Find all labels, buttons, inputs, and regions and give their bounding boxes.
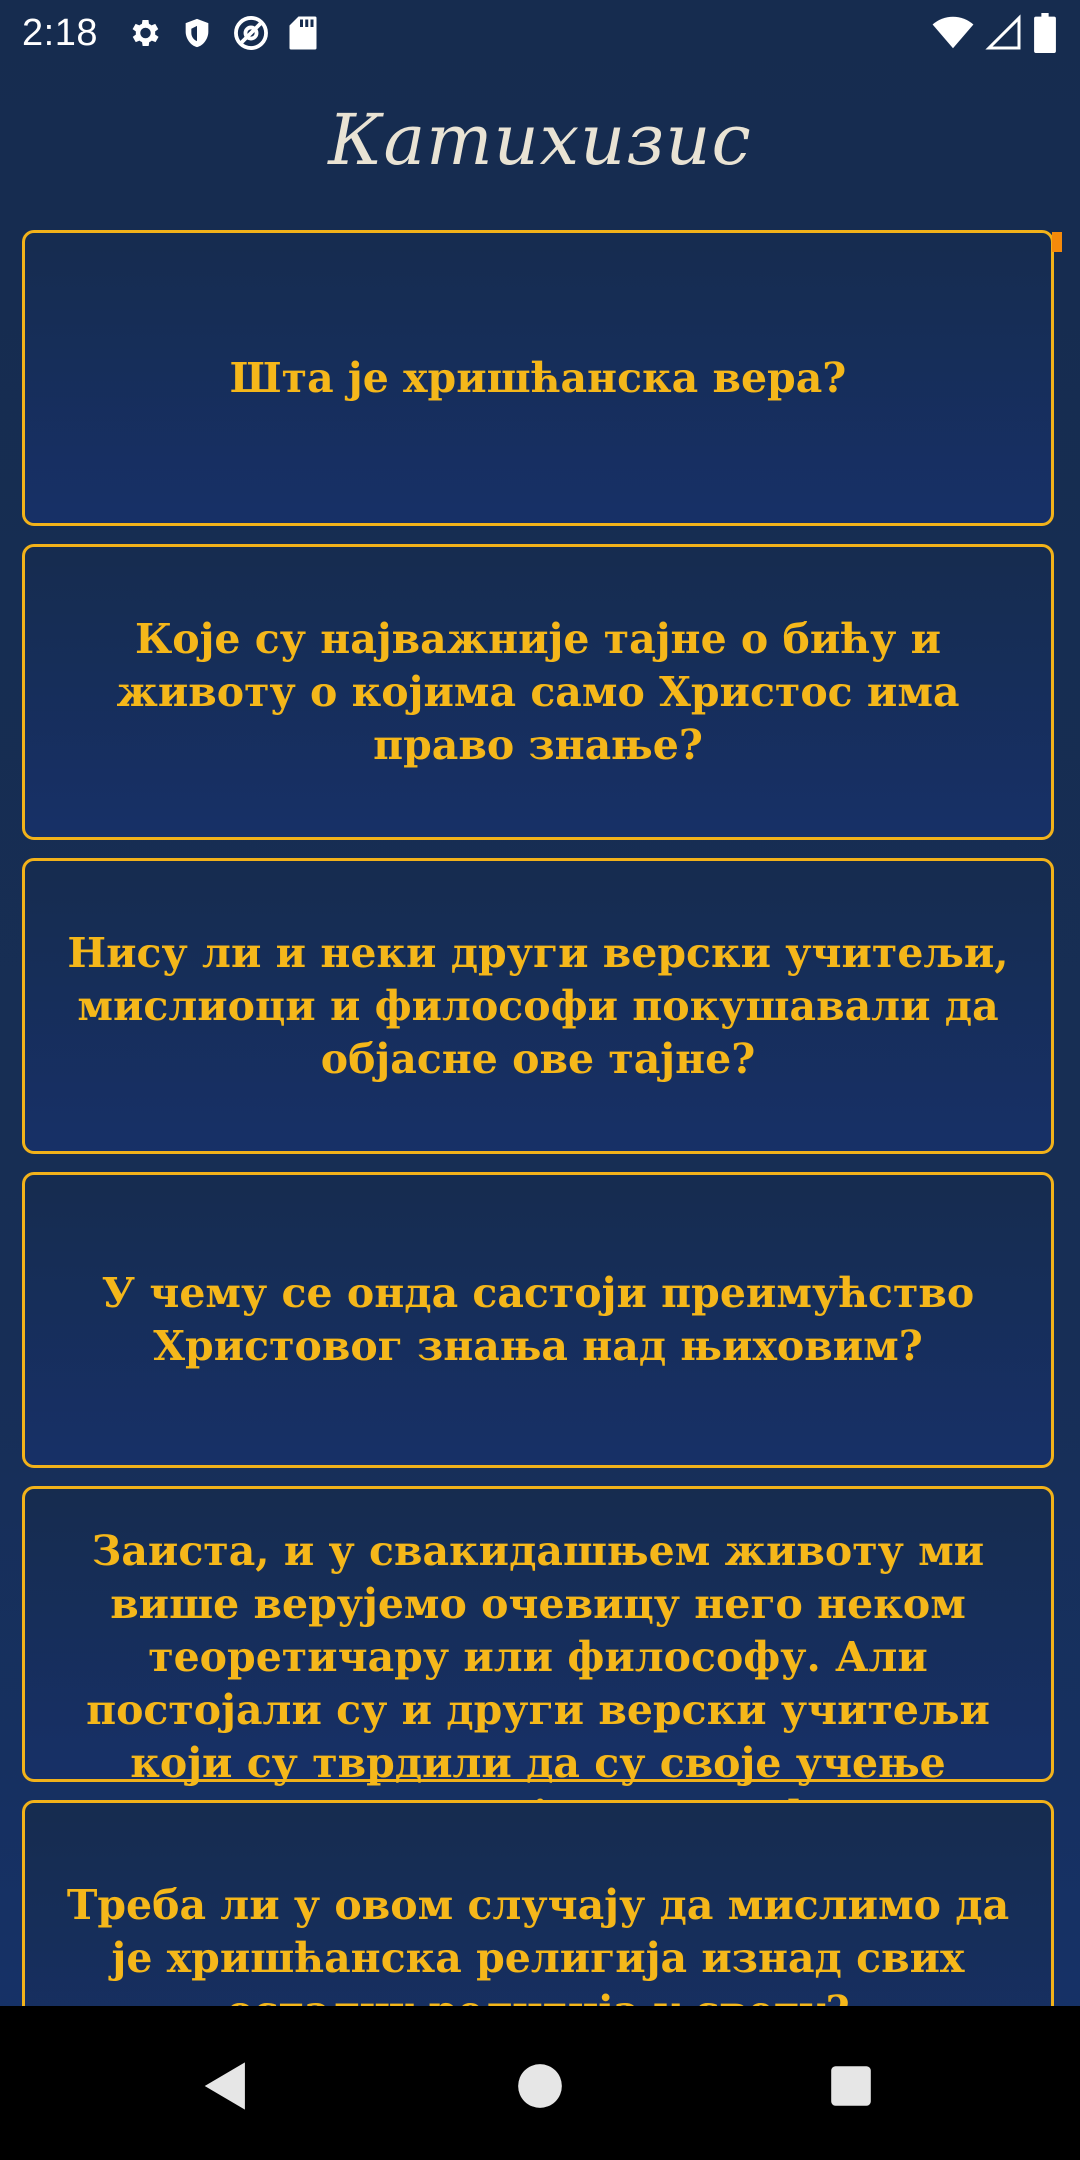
back-icon: [201, 2060, 251, 2112]
cellular-signal-icon: [986, 15, 1022, 51]
battery-icon: [1034, 13, 1056, 53]
question-card[interactable]: [22, 1172, 1054, 1468]
question-text: Које су најважније тајне о бићу и животу о којима само Христос има право знање?: [116, 614, 960, 769]
navigation-bar: [0, 2006, 1080, 2160]
status-notification-icons: [126, 12, 318, 54]
question-text: Нису ли и неки други верски учитељи, мислиоци и философи покушавали да објасне ове тајне?: [67, 928, 1009, 1083]
question-card[interactable]: [22, 1486, 1054, 1787]
shield-icon: [180, 15, 214, 51]
recents-icon: [829, 2064, 873, 2108]
status-time: 2:18: [22, 12, 98, 54]
home-icon: [517, 2063, 563, 2109]
sd-card-icon: [288, 15, 318, 51]
status-bar: [0, 0, 1080, 66]
wifi-icon: [932, 16, 974, 50]
recents-button[interactable]: [821, 2056, 881, 2116]
question-text: Шта је хришћанска вера?: [229, 353, 847, 402]
back-button[interactable]: [196, 2056, 256, 2116]
question-card[interactable]: [22, 858, 1054, 1154]
question-card[interactable]: [22, 230, 1054, 526]
question-text: Треба ли у овом случају да мислимо да је хришћанска религија изнад свих: [66, 1881, 1010, 1982]
question-text: У чему се онда састоји преимућство Христовог знања над њиховим?: [101, 1269, 975, 1370]
at-sign-icon: [232, 14, 270, 52]
gear-icon: [126, 15, 162, 51]
scroll-indicator: [1052, 232, 1062, 252]
home-button[interactable]: [510, 2056, 570, 2116]
status-system-icons: [932, 12, 1056, 54]
question-text: Заиста, и у свакидашњем животу ми више верујемо очевицу него неком теоретичару или философу. Али постојали су и други верски учитељи који су тврдили да су своје учење: [86, 1527, 990, 1787]
question-list[interactable]: [22, 230, 1058, 2006]
page-title: Катихизис: [328, 99, 752, 181]
question-card[interactable]: [22, 544, 1054, 840]
